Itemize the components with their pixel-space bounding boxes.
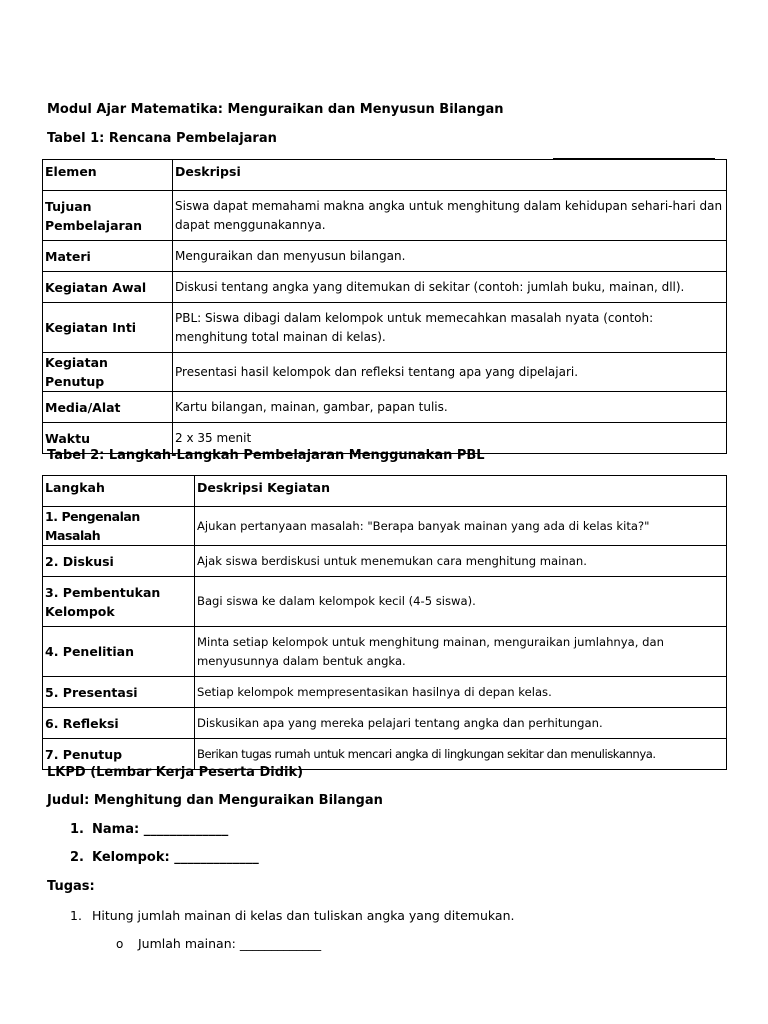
table-row	[43, 627, 727, 677]
table-row	[43, 577, 727, 627]
header-deskripsi: Deskripsi	[173, 160, 727, 191]
row-key: 5. Presentasi	[43, 677, 195, 708]
row-value: Ajukan pertanyaan masalah: "Berapa banyak mainan yang ada di kelas kita?"	[195, 507, 727, 546]
row-value: Minta setiap kelompok untuk menghitung mainan, menguraikan jumlahnya, dan menyusunnya dalam bentuk angka.	[195, 627, 727, 677]
table-row	[43, 507, 727, 546]
row-value: 2 x 35 menit	[173, 423, 727, 454]
table-header-row	[43, 476, 727, 507]
row-value: Siswa dapat memahami makna angka untuk menghitung dalam kehidupan sehari-hari dan dapat menggunakannya.	[173, 191, 727, 241]
row-key: 2. Diskusi	[43, 546, 195, 577]
pbl-steps-table	[42, 475, 727, 770]
header-elemen: Elemen	[43, 160, 173, 191]
row-value: Menguraikan dan menyusun bilangan.	[173, 241, 727, 272]
row-value: Presentasi hasil kelompok dan refleksi tentang apa yang dipelajari.	[173, 353, 727, 392]
row-value: Diskusi tentang angka yang ditemukan di sekitar (contoh: jumlah buku, mainan, dll).	[173, 272, 727, 303]
row-value: Kartu bilangan, mainan, gambar, papan tulis.	[173, 392, 727, 423]
table-row	[43, 191, 727, 241]
row-value: PBL: Siswa dibagi dalam kelompok untuk memecahkan masalah nyata (contoh: menghitung total mainan di kelas).	[173, 303, 727, 353]
table1-caption: Tabel 1: Rencana Pembelajaran	[47, 131, 277, 146]
table-row	[43, 303, 727, 353]
table-row	[43, 241, 727, 272]
lkpd-judul: Judul: Menghitung dan Menguraikan Bilangan	[47, 793, 383, 808]
row-key: 4. Penelitian	[43, 627, 195, 677]
row-value: Ajak siswa berdiskusi untuk menemukan cara menghitung mainan.	[195, 546, 727, 577]
row-key: 7. Penutup	[43, 739, 195, 770]
field-label: Nama: _____________	[92, 822, 229, 837]
table-row	[43, 546, 727, 577]
row-key: 3. Pembentukan Kelompok	[43, 577, 195, 627]
row-value: Setiap kelompok mempresentasikan hasilnya di depan kelas.	[195, 677, 727, 708]
tugas-label: Tugas:	[47, 879, 95, 894]
bullet-icon: o	[116, 937, 124, 951]
row-key: Kegiatan Awal	[43, 272, 173, 303]
subitem-text: Jumlah mainan: _____________	[138, 936, 322, 951]
row-value: Bagi siswa ke dalam kelompok kecil (4-5 siswa).	[195, 577, 727, 627]
row-key: Media/Alat	[43, 392, 173, 423]
table-header-row	[43, 160, 727, 191]
header-deskripsi-kegiatan: Deskripsi Kegiatan	[195, 476, 727, 507]
header-langkah: Langkah	[43, 476, 195, 507]
subitem	[116, 936, 321, 951]
row-key: 1. Pengenalan Masalah	[43, 507, 195, 546]
field-label: Kelompok: _____________	[92, 850, 259, 865]
table-row	[43, 353, 727, 392]
task-text: Hitung jumlah mainan di kelas dan tuliskan angka yang ditemukan.	[92, 908, 515, 923]
field-nama	[70, 822, 228, 837]
table-row	[43, 677, 727, 708]
row-value: Diskusikan apa yang mereka pelajari tentang angka dan perhitungan.	[195, 708, 727, 739]
row-key: Tujuan Pembelajaran	[43, 191, 173, 241]
lkpd-heading: LKPD (Lembar Kerja Peserta Didik)	[47, 765, 304, 780]
field-kelompok	[70, 850, 259, 865]
field-number: 1.	[70, 822, 84, 837]
row-key: Materi	[43, 241, 173, 272]
row-key: Kegiatan Penutup	[43, 353, 173, 392]
table-row	[43, 708, 727, 739]
row-key: 6. Refleksi	[43, 708, 195, 739]
row-key: Kegiatan Inti	[43, 303, 173, 353]
task-item	[70, 908, 514, 923]
document-title: Modul Ajar Matematika: Menguraikan dan Menyusun Bilangan	[47, 102, 504, 117]
lesson-plan-table	[42, 159, 727, 454]
row-key: Waktu	[43, 423, 173, 454]
table2-caption: Tabel 2: Langkah-Langkah Pembelajaran Menggunakan PBL	[47, 448, 485, 463]
field-number: 2.	[70, 850, 84, 865]
row-value: Berikan tugas rumah untuk mencari angka di lingkungan sekitar dan menuliskannya.	[195, 739, 727, 770]
table-row	[43, 392, 727, 423]
task-number: 1.	[70, 908, 82, 923]
table-row	[43, 272, 727, 303]
